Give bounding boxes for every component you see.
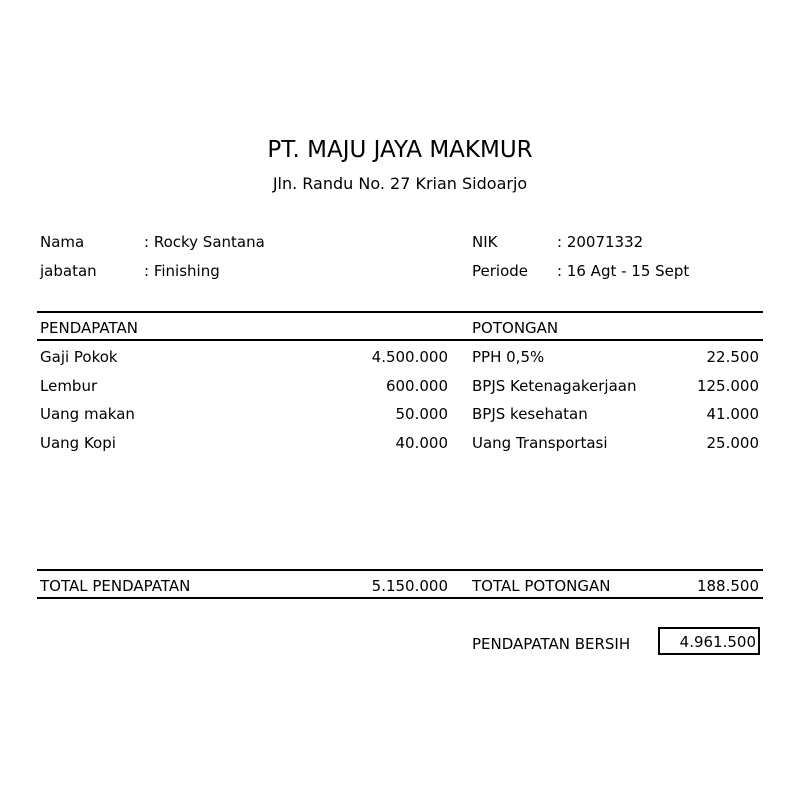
income-item-amount: 50.000 (395, 405, 448, 423)
deductions-heading: POTONGAN (472, 319, 559, 337)
deduction-item-label: BPJS Ketenagakerjaan (472, 377, 637, 395)
total-deductions-amount: 188.500 (696, 577, 759, 595)
deduction-item-amount: 41.000 (706, 405, 759, 423)
period-value: : 16 Agt - 15 Sept (557, 262, 690, 280)
name-value: : Rocky Santana (144, 233, 265, 251)
income-item-amount: 40.000 (395, 434, 448, 452)
income-item-label: Uang makan (40, 405, 135, 423)
total-deductions-label: TOTAL POTONGAN (472, 577, 611, 595)
income-item-label: Lembur (40, 377, 98, 395)
income-heading: PENDAPATAN (40, 319, 138, 337)
total-income-amount: 5.150.000 (371, 577, 448, 595)
deduction-item-amount: 125.000 (696, 377, 759, 395)
net-pay-label: PENDAPATAN BERSIH (472, 635, 631, 653)
period-label: Periode (472, 262, 529, 280)
nik-label: NIK (472, 233, 498, 251)
header-rule-bottom (37, 339, 763, 341)
name-label: Nama (40, 233, 85, 251)
deduction-item-label: Uang Transportasi (472, 434, 608, 452)
net-pay-box (658, 627, 760, 655)
deduction-item-amount: 25.000 (706, 434, 759, 452)
totals-rule-top (37, 569, 763, 571)
deduction-item-label: BPJS kesehatan (472, 405, 588, 423)
total-income-label: TOTAL PENDAPATAN (40, 577, 191, 595)
deduction-item-amount: 22.500 (706, 348, 759, 366)
totals-rule-bottom (37, 597, 763, 599)
deduction-item-label: PPH 0,5% (472, 348, 545, 366)
income-item-label: Gaji Pokok (40, 348, 118, 366)
income-item-amount: 600.000 (385, 377, 448, 395)
header-rule-top (37, 311, 763, 313)
nik-value: : 20071332 (557, 233, 644, 251)
company-address: Jln. Randu No. 27 Krian Sidoarjo (272, 174, 528, 193)
position-value: : Finishing (144, 262, 220, 280)
income-item-label: Uang Kopi (40, 434, 116, 452)
income-item-amount: 4.500.000 (371, 348, 448, 366)
company-name: PT. MAJU JAYA MAKMUR (267, 137, 533, 163)
net-pay-amount: 4.961.500 (679, 633, 756, 651)
position-label: jabatan (40, 262, 97, 280)
